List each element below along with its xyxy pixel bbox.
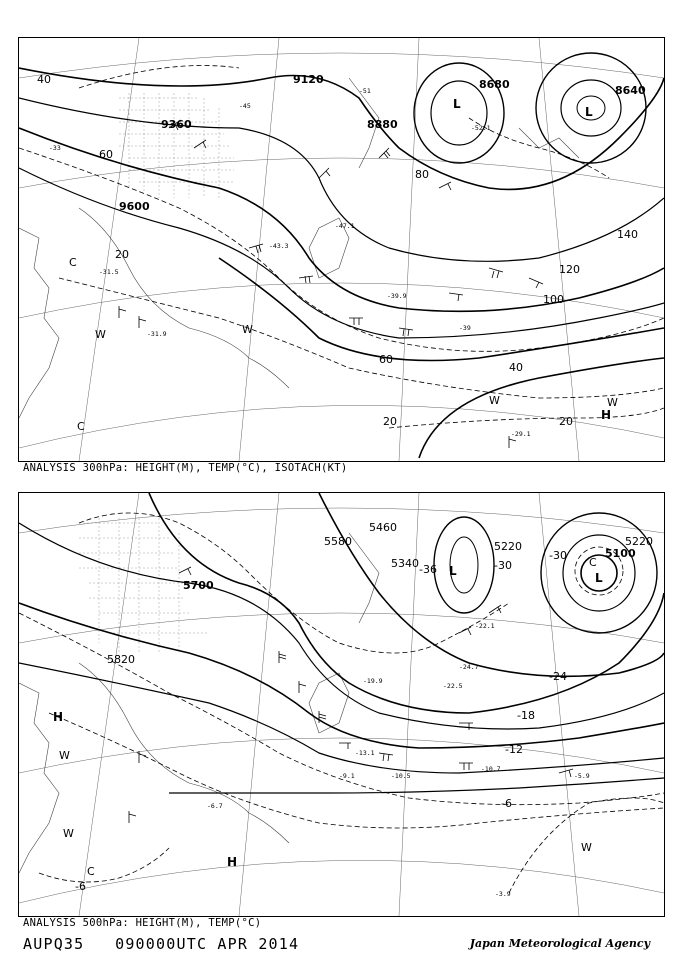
station-value: -9.1 bbox=[339, 772, 355, 780]
isotach-label: 40 bbox=[509, 361, 523, 374]
warm-area-mark: W bbox=[607, 396, 618, 409]
isotach-label: 100 bbox=[543, 293, 564, 306]
station-value: -10.7 bbox=[481, 765, 501, 773]
warm-area-mark: W bbox=[63, 827, 74, 840]
station-value: -22.1 bbox=[475, 622, 495, 630]
temp-label: -33 bbox=[49, 144, 61, 152]
isotach-label: 20 bbox=[115, 248, 129, 261]
temp-label: -45 bbox=[239, 102, 251, 110]
station-value: -19.9 bbox=[363, 677, 383, 685]
warm-area-mark: W bbox=[581, 841, 592, 854]
isotach-label: 60 bbox=[99, 148, 113, 161]
cold-area-mark: C bbox=[589, 556, 597, 569]
cold-area-mark: C bbox=[69, 256, 77, 269]
low-center-symbol: L bbox=[453, 97, 461, 111]
height-label: 8880 bbox=[367, 118, 398, 131]
height-label: 5820 bbox=[107, 653, 135, 666]
high-center-symbol: H bbox=[601, 408, 612, 422]
station-value: -22.5 bbox=[443, 682, 463, 690]
coastline bbox=[19, 78, 579, 418]
valid-time: 090000UTC APR 2014 bbox=[115, 935, 300, 953]
isotherm-label: -30 bbox=[494, 559, 512, 572]
isotach-label: 120 bbox=[559, 263, 580, 276]
temperature-labels bbox=[49, 87, 531, 438]
station-value: -13.1 bbox=[355, 749, 375, 757]
chart-identifier bbox=[23, 935, 299, 953]
warm-area-mark: W bbox=[59, 749, 70, 762]
map-300hpa-svg bbox=[19, 38, 664, 461]
isotach-labels bbox=[37, 73, 638, 428]
temp-label: -52.1 bbox=[471, 124, 491, 132]
map-panel-500hpa bbox=[18, 492, 665, 917]
cold-area-mark: C bbox=[87, 865, 95, 878]
temp-label: -51 bbox=[359, 87, 371, 95]
isotach-label: 140 bbox=[617, 228, 638, 241]
height-label: 5220 bbox=[625, 535, 653, 548]
height-label: 9600 bbox=[119, 200, 150, 213]
station-value: -3.9 bbox=[495, 890, 511, 898]
warm-area-mark: W bbox=[242, 323, 253, 336]
height-label: 5580 bbox=[324, 535, 352, 548]
low-center-symbol: L bbox=[585, 105, 593, 119]
temp-label: -47.1 bbox=[335, 222, 355, 230]
chart-code: AUPQ35 bbox=[23, 935, 85, 953]
temp-label: -39 bbox=[459, 324, 471, 332]
height-label: 9360 bbox=[161, 118, 192, 131]
isotherm-label: -6 bbox=[75, 880, 86, 893]
area-marks bbox=[69, 256, 618, 433]
hatch-area bbox=[119, 93, 234, 198]
cold-area-mark: C bbox=[77, 420, 85, 433]
isotherm-label: -6 bbox=[501, 797, 512, 810]
pressure-centers bbox=[453, 97, 611, 422]
isotherm-label: -12 bbox=[505, 743, 523, 756]
isotach-label: 20 bbox=[383, 415, 397, 428]
warm-area-mark: W bbox=[489, 394, 500, 407]
height-label: 5220 bbox=[494, 540, 522, 553]
isotach-label: 40 bbox=[37, 73, 51, 86]
high-center-symbol: H bbox=[53, 710, 64, 724]
graticule bbox=[19, 493, 664, 916]
station-value: -6.7 bbox=[207, 802, 223, 810]
temp-label: -43.3 bbox=[269, 242, 289, 250]
temp-label: -31.5 bbox=[99, 268, 119, 276]
temp-label: -31.9 bbox=[147, 330, 167, 338]
map-500hpa-svg bbox=[19, 493, 664, 916]
high-center-symbol: H bbox=[227, 855, 238, 869]
height-labels bbox=[119, 73, 646, 213]
isotherm-label: -18 bbox=[517, 709, 535, 722]
agency-name: Japan Meteorological Agency bbox=[469, 937, 650, 950]
isotherm-label: -36 bbox=[419, 563, 437, 576]
isotherm-contours bbox=[19, 513, 664, 893]
isotach-label: 60 bbox=[379, 353, 393, 366]
height-label: 8680 bbox=[479, 78, 510, 91]
temp-label: -29.1 bbox=[511, 430, 531, 438]
temp-label: -39.9 bbox=[387, 292, 407, 300]
height-label: 5460 bbox=[369, 521, 397, 534]
station-value: -5.9 bbox=[574, 772, 590, 780]
height-label: 9120 bbox=[293, 73, 324, 86]
height-label: 5100 bbox=[605, 547, 636, 560]
station-values bbox=[207, 622, 590, 898]
station-value: -24.7 bbox=[459, 663, 479, 671]
isotherm-label: -24 bbox=[549, 670, 567, 683]
height-label: 8640 bbox=[615, 84, 646, 97]
isotach-label: 80 bbox=[415, 168, 429, 181]
warm-area-mark: W bbox=[95, 328, 106, 341]
height-label: 5340 bbox=[391, 557, 419, 570]
wind-barbs bbox=[119, 120, 543, 448]
low-center-symbol: L bbox=[449, 564, 457, 578]
isotach-label: 20 bbox=[559, 415, 573, 428]
upper-panel-caption: ANALYSIS 300hPa: HEIGHT(M), TEMP(°C), ISOTACH(KT) bbox=[23, 462, 348, 474]
station-value: -10.5 bbox=[391, 772, 411, 780]
height-label: 5700 bbox=[183, 579, 214, 592]
isotherm-label: -30 bbox=[549, 549, 567, 562]
lower-panel-caption: ANALYSIS 500hPa: HEIGHT(M), TEMP(°C) bbox=[23, 917, 262, 929]
map-panel-300hpa bbox=[18, 37, 665, 462]
low-center-symbol: L bbox=[595, 571, 603, 585]
